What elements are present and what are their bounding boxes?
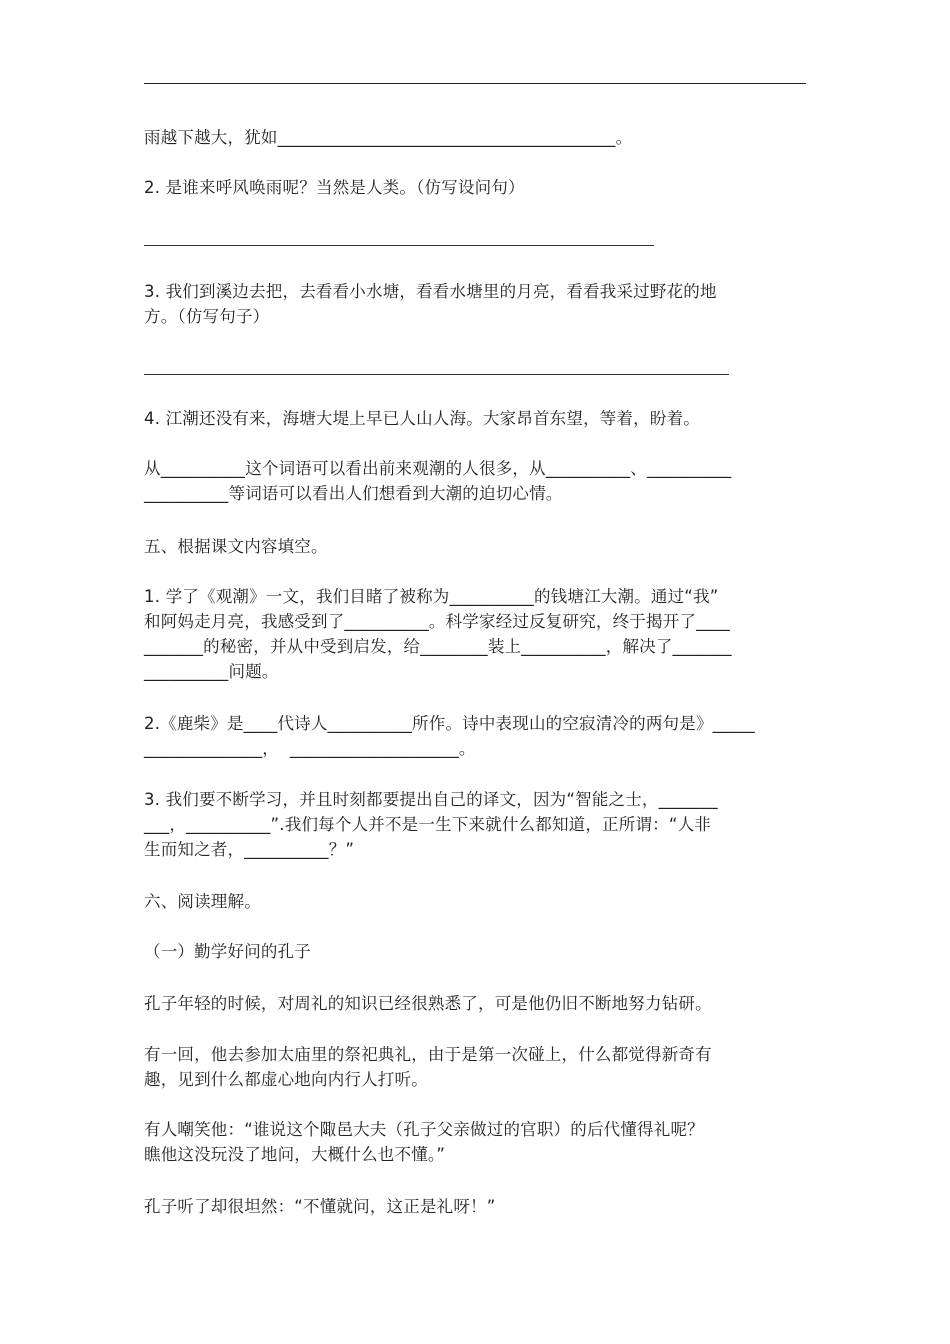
answer-line-3 — [144, 374, 729, 375]
question-4-fill-line-2: __________等词语可以看出人们想看到大潮的迫切心情。 — [144, 484, 563, 503]
passage-title: （一）勤学好问的孔子 — [144, 942, 311, 961]
question-2: 2. 是谁来呼风唤雨呢？当然是人类。（仿写设问句） — [144, 178, 525, 197]
passage-paragraph-2-line-2: 趣，见到什么都虚心地向内行人打听。 — [144, 1070, 428, 1089]
passage-paragraph-2-line-1: 有一回，他去参加太庙里的祭祀典礼，由于是第一次碰上，什么都觉得新奇有 — [144, 1045, 712, 1064]
passage-paragraph-4: 孔子听了却很坦然：“不懂就问，这正是礼呀！” — [144, 1197, 496, 1216]
answer-line-2 — [144, 245, 654, 246]
s5-q3-line-2: ___，__________”.我们每个人并不是一生下来就什么都知道，正所谓：“人非 — [144, 815, 711, 834]
top-rule — [144, 83, 806, 84]
question-3-line-2: 方。（仿写句子） — [144, 307, 270, 326]
s5-q3-line-1: 3. 我们要不断学习，并且时刻都要提出自己的译文，因为“智能之士，_______ — [144, 790, 718, 809]
simile-line: 雨越下越大，犹如________________________________________。 — [144, 128, 633, 147]
question-4-fill-line-1: 从__________这个词语可以看出前来观潮的人很多，从__________、__________ — [144, 459, 732, 478]
s5-q1-line-1: 1. 学了《观潮》一文，我们目睹了被称为__________的钱塘江大潮。通过“我” — [144, 587, 719, 606]
section-5-heading: 五、根据课文内容填空。 — [144, 537, 328, 556]
s5-q1-line-4: __________问题。 — [144, 662, 279, 681]
s5-q3-line-3: 生而知之者，__________？” — [144, 840, 355, 859]
question-3-line-1: 3. 我们到溪边去把，去看看小水塘，看看水塘里的月亮，看看我采过野花的地 — [144, 282, 717, 301]
section-6-heading: 六、阅读理解。 — [144, 892, 261, 911]
s5-q2-line-1: 2.《鹿柴》是____代诗人__________所作。诗中表现山的空寂清冷的两句是》_____ — [144, 714, 755, 733]
passage-paragraph-1: 孔子年轻的时候，对周礼的知识已经很熟悉了，可是他仍旧不断地努力钻研。 — [144, 994, 712, 1013]
question-4: 4. 江潮还没有来，海塘大堤上早已人山人海。大家昂首东望，等着，盼着。 — [144, 409, 700, 428]
passage-paragraph-3-line-2: 瞧他这没玩没了地问，大概什么也不懂。” — [144, 1145, 446, 1164]
s5-q1-line-3: _______的秘密，并从中受到启发，给________装上__________，解决了_______ — [144, 637, 732, 656]
passage-paragraph-3-line-1: 有人嘲笑他：“谁说这个陬邑大夫（孔子父亲做过的官职）的后代懂得礼呢？ — [144, 1120, 704, 1139]
s5-q1-line-2: 和阿妈走月亮，我感受到了__________。科学家经过反复研究，终于揭开了____ — [144, 612, 730, 631]
s5-q2-line-2: ______________， ____________________。 — [144, 739, 476, 758]
